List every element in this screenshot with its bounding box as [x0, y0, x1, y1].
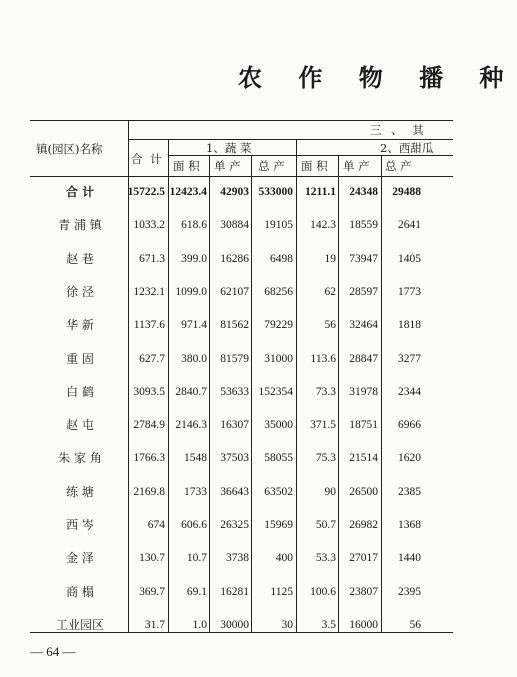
col-header-m-output: 总 产 [385, 159, 412, 173]
cell-veg-yield: 42903 [220, 186, 249, 198]
cell-veg-yield: 37503 [220, 452, 249, 465]
cell-veg-yield: 16307 [220, 419, 249, 432]
cell-melon-output: 29488 [392, 186, 421, 198]
cell-veg-output: 152354 [258, 385, 293, 398]
cell-veg-output: 19105 [264, 219, 293, 232]
cell-town-name: 工业园区 [55, 617, 104, 632]
cell-total: 671.3 [139, 252, 165, 265]
cell-veg-output: 15969 [264, 519, 293, 531]
cell-veg-yield: 30884 [220, 219, 249, 232]
cell-total: 674 [147, 519, 165, 531]
table-bottom-rule [30, 632, 453, 633]
cell-melon-area: 19 [324, 252, 336, 265]
cell-veg-yield: 53633 [220, 385, 249, 398]
cell-melon-area: 62 [324, 285, 336, 298]
cell-melon-area: 142.3 [310, 219, 336, 232]
cell-total: 3093.5 [133, 385, 165, 398]
col-header-v-area: 面 积 [173, 159, 200, 173]
cell-total: 2169.8 [133, 485, 165, 498]
cell-melon-area: 90 [324, 485, 336, 498]
cell-veg-output: 1125 [270, 585, 293, 598]
cell-melon-yield: 21514 [349, 452, 378, 465]
cell-melon-output: 2344 [398, 385, 421, 398]
cell-veg-output: 58055 [264, 452, 293, 465]
cell-melon-yield: 18559 [349, 219, 378, 232]
cell-melon-output: 1405 [398, 252, 421, 265]
cell-veg-area: 971.4 [181, 319, 207, 332]
cell-town-name: 赵 屯 [66, 418, 94, 433]
cell-town-name: 金 泽 [66, 551, 94, 566]
cell-melon-area: 371.5 [310, 419, 336, 432]
col-header-v-yield: 单 产 [214, 159, 241, 173]
cell-veg-area: 1548 [184, 452, 207, 465]
header-bottom-rule [30, 176, 453, 177]
cell-veg-area: 399.0 [181, 252, 207, 265]
cell-veg-yield: 3738 [226, 552, 249, 565]
cell-melon-area: 3.5 [321, 618, 336, 631]
cell-total: 1033.2 [133, 219, 165, 232]
cell-melon-output: 1818 [398, 319, 421, 332]
cell-total: 31.7 [144, 618, 165, 631]
cell-melon-yield: 28847 [349, 352, 378, 365]
cell-town-name: 徐 泾 [66, 284, 94, 299]
cell-veg-area: 69.1 [186, 585, 207, 598]
cell-total: 369.7 [139, 585, 165, 598]
cell-melon-output: 2385 [398, 485, 421, 498]
cell-veg-area: 606.6 [181, 519, 207, 531]
cell-melon-area: 113.6 [310, 352, 336, 365]
cell-melon-yield: 18751 [349, 419, 378, 432]
cell-veg-yield: 16281 [220, 585, 249, 598]
cell-melon-yield: 27017 [349, 552, 378, 565]
cell-melon-yield: 32464 [349, 319, 378, 332]
cell-total: 130.7 [139, 552, 165, 565]
cell-veg-area: 618.6 [181, 219, 207, 232]
sub-header-vegetables: 1、蔬 菜 [206, 141, 252, 155]
cell-town-name: 练 塘 [66, 484, 94, 499]
col-header-total: 合 计 [131, 152, 164, 166]
group-rule [128, 139, 453, 140]
sub-rule [168, 155, 453, 156]
cell-veg-area: 1.0 [192, 618, 207, 631]
cell-veg-yield: 36643 [220, 485, 249, 498]
cell-melon-output: 56 [409, 618, 421, 631]
cell-veg-area: 10.7 [186, 552, 207, 565]
cell-veg-output: 6498 [270, 252, 293, 265]
cell-town-name: 商 榻 [66, 584, 94, 599]
cell-melon-yield: 16000 [349, 618, 378, 631]
cell-melon-yield: 23807 [349, 585, 378, 598]
cell-melon-output: 1440 [398, 552, 421, 565]
cell-veg-yield: 81579 [220, 352, 249, 365]
cell-veg-output: 35000 [264, 419, 293, 432]
cell-melon-output: 1368 [398, 519, 421, 531]
cell-melon-area: 73.3 [315, 385, 336, 398]
cell-veg-area: 2146.3 [175, 419, 207, 432]
cell-veg-area: 380.0 [181, 352, 207, 365]
cell-melon-output: 1773 [398, 285, 421, 298]
cell-melon-yield: 26982 [349, 519, 378, 531]
cell-veg-output: 400 [275, 552, 293, 565]
cell-total: 1137.6 [133, 319, 165, 332]
cell-melon-yield: 26500 [349, 485, 378, 498]
cell-veg-yield: 26325 [220, 519, 249, 531]
col-header-name: 镇(园区)名称 [36, 142, 103, 156]
cell-total: 627.7 [139, 352, 165, 365]
table-top-rule [30, 120, 453, 121]
cell-veg-output: 31000 [264, 352, 293, 365]
cell-veg-area: 12423.4 [169, 186, 207, 198]
cell-melon-output: 3277 [398, 352, 421, 365]
cell-town-name: 白 鹤 [66, 384, 94, 399]
cell-melon-yield: 24348 [349, 186, 378, 198]
cell-veg-output: 79229 [264, 319, 293, 332]
cell-town-name: 重 固 [66, 351, 94, 366]
cell-total: 1766.3 [133, 452, 165, 465]
cell-veg-output: 533000 [258, 186, 293, 198]
cell-veg-output: 30 [281, 618, 293, 631]
cell-veg-yield: 30000 [220, 618, 249, 631]
cell-total: 2784.9 [133, 419, 165, 432]
page-number: — 64 — [30, 644, 76, 659]
cell-melon-output: 2641 [398, 219, 421, 232]
sub-header-melons: 2、西甜瓜 [380, 141, 434, 155]
cell-veg-area: 1099.0 [175, 285, 207, 298]
group-header-other: 三 、 其 [370, 123, 427, 137]
cell-melon-area: 100.6 [310, 585, 336, 598]
cell-melon-area: 1211.1 [305, 186, 336, 198]
cell-melon-area: 56 [324, 319, 336, 332]
cell-veg-yield: 62107 [220, 285, 249, 298]
cell-town-name: 西 岑 [66, 518, 94, 532]
page-title: 农 作 物 播 种 [238, 63, 517, 92]
cell-town-name: 华 新 [66, 318, 94, 333]
cell-melon-output: 6966 [398, 419, 421, 432]
cell-total: 15722.5 [127, 186, 165, 198]
cell-melon-area: 50.7 [315, 519, 336, 531]
cell-town-name: 朱 家 角 [58, 451, 102, 466]
col-header-v-output: 总 产 [258, 159, 285, 173]
cell-veg-area: 2840.7 [175, 385, 207, 398]
cell-melon-yield: 31978 [349, 385, 378, 398]
cell-melon-output: 1620 [398, 452, 421, 465]
cell-melon-output: 2395 [398, 585, 421, 598]
cell-melon-area: 53.3 [315, 552, 336, 565]
cell-veg-area: 1733 [184, 485, 207, 498]
cell-melon-yield: 28597 [349, 285, 378, 298]
cell-veg-output: 63502 [264, 485, 293, 498]
cell-veg-yield: 16286 [220, 252, 249, 265]
cell-town-name: 合 计 [65, 185, 95, 199]
cell-veg-output: 68256 [264, 285, 293, 298]
cell-melon-yield: 73947 [349, 252, 378, 265]
cell-town-name: 青 浦 镇 [58, 218, 102, 233]
cell-total: 1232.1 [133, 285, 165, 298]
cell-melon-area: 75.3 [315, 452, 336, 465]
col-header-m-area: 面 积 [301, 159, 328, 173]
col-header-m-yield: 单 产 [343, 159, 370, 173]
cell-veg-yield: 81562 [220, 319, 249, 332]
cell-town-name: 赵 巷 [66, 251, 94, 266]
